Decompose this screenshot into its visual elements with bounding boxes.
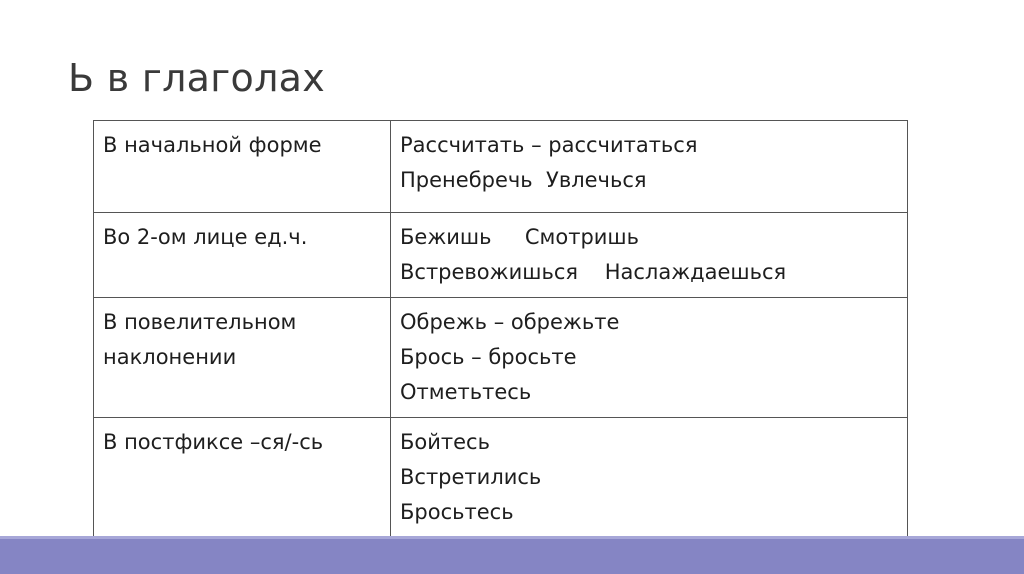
example-text: Рассчитать – рассчитаться (400, 133, 698, 157)
examples-cell (391, 298, 908, 418)
rule-label: Во 2-ом лице ед.ч. (103, 225, 308, 249)
slide-title: Ь в глаголах (68, 56, 326, 100)
table-row (94, 121, 908, 213)
rule-label-cell (94, 213, 391, 298)
footer-bar-highlight (0, 536, 1024, 539)
examples-cell (391, 121, 908, 213)
rules-table (93, 120, 908, 538)
table-row (94, 298, 908, 418)
rule-label: В постфиксе –ся/-сь (103, 430, 324, 454)
example-text: Встретились (400, 465, 542, 489)
rule-label-cell (94, 121, 391, 213)
example-text: Встревожишься Наслаждаешься (400, 260, 787, 284)
rule-label-cell (94, 418, 391, 538)
table-row (94, 213, 908, 298)
example-text: Бежишь Смотришь (400, 225, 640, 249)
example-text: Отметьтесь (400, 380, 532, 404)
rule-label: В начальной форме (103, 133, 322, 157)
example-text: Брось – бросьте (400, 345, 577, 369)
example-text: Бросьтесь (400, 500, 514, 524)
rule-label: В повелительном (103, 310, 297, 334)
example-text: Обрежь – обрежьте (400, 310, 620, 334)
example-text: Бойтесь (400, 430, 490, 454)
examples-cell (391, 418, 908, 538)
footer-bar (0, 536, 1024, 574)
rule-label: наклонении (103, 345, 237, 369)
examples-cell (391, 213, 908, 298)
table-row (94, 418, 908, 538)
rule-label-cell (94, 298, 391, 418)
example-text: Пренебречь Увлечься (400, 168, 647, 192)
